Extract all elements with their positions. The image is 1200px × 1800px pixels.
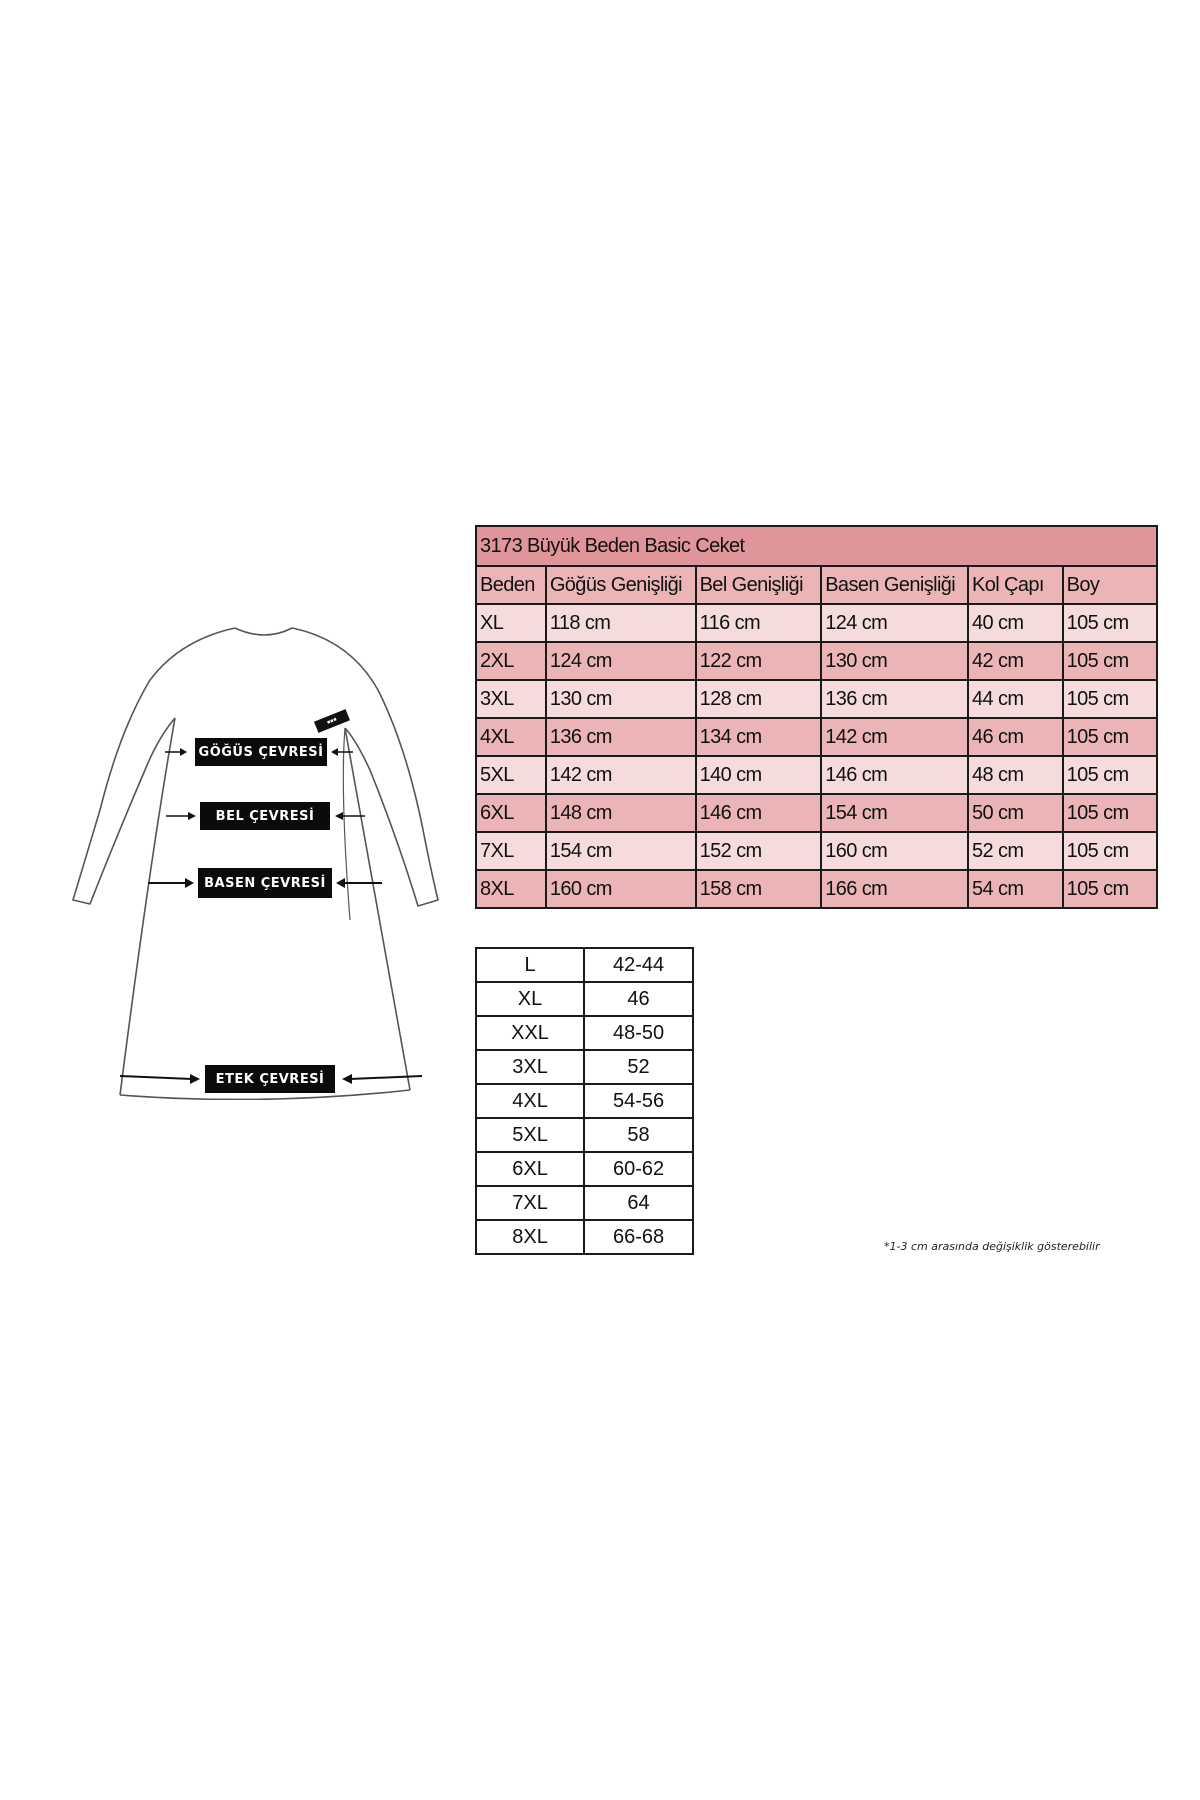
measurement-cell: 152 cm <box>696 832 822 870</box>
measurement-cell: 44 cm <box>968 680 1063 718</box>
measurement-cell: 118 cm <box>546 604 696 642</box>
jacket-outline <box>60 620 440 1100</box>
size-chart-title-row <box>476 526 1157 566</box>
size-chart-table <box>475 525 1158 909</box>
size-cell: 8XL <box>476 870 546 908</box>
size-conversion-table <box>475 947 694 1255</box>
column-header: Boy <box>1063 566 1157 604</box>
numeric-size-cell: 42-44 <box>584 948 693 982</box>
numeric-size-cell: 66-68 <box>584 1220 693 1254</box>
numeric-size-cell: 54-56 <box>584 1084 693 1118</box>
measurement-cell: 154 cm <box>546 832 696 870</box>
measurement-cell: 134 cm <box>696 718 822 756</box>
numeric-size-cell: 48-50 <box>584 1016 693 1050</box>
hem-arrow-left-icon <box>120 1071 200 1085</box>
hip-circumference-label: BASEN ÇEVRESİ <box>198 868 332 898</box>
garment-tag-icon: ▪▪▪ <box>314 709 350 733</box>
measurement-cell: 50 cm <box>968 794 1063 832</box>
table-row <box>476 948 693 982</box>
measurement-cell: 130 cm <box>546 680 696 718</box>
measurement-cell: 46 cm <box>968 718 1063 756</box>
size-chart-header-row <box>476 566 1157 604</box>
column-header: Beden <box>476 566 546 604</box>
measurement-cell: 130 cm <box>821 642 968 680</box>
measurement-cell: 140 cm <box>696 756 822 794</box>
measurement-cell: 142 cm <box>546 756 696 794</box>
letter-size-cell: XL <box>476 982 584 1016</box>
letter-size-cell: 4XL <box>476 1084 584 1118</box>
size-cell: 4XL <box>476 718 546 756</box>
letter-size-cell: 6XL <box>476 1152 584 1186</box>
table-row <box>476 1118 693 1152</box>
hip-arrow-left-icon <box>148 877 194 889</box>
waist-arrow-right-icon <box>335 811 365 821</box>
column-header: Kol Çapı <box>968 566 1063 604</box>
measurement-cell: 160 cm <box>546 870 696 908</box>
measurement-cell: 142 cm <box>821 718 968 756</box>
column-header: Basen Genişliği <box>821 566 968 604</box>
numeric-size-cell: 60-62 <box>584 1152 693 1186</box>
letter-size-cell: XXL <box>476 1016 584 1050</box>
size-chart-title: 3173 Büyük Beden Basic Ceket <box>476 526 1157 566</box>
waist-arrow-left-icon <box>166 811 196 821</box>
numeric-size-cell: 46 <box>584 982 693 1016</box>
size-cell: 2XL <box>476 642 546 680</box>
waist-circumference-label: BEL ÇEVRESİ <box>200 802 330 830</box>
measurement-cell: 136 cm <box>821 680 968 718</box>
column-header: Bel Genişliği <box>696 566 822 604</box>
measurement-cell: 105 cm <box>1063 604 1157 642</box>
letter-size-cell: L <box>476 948 584 982</box>
measurement-cell: 148 cm <box>546 794 696 832</box>
measurement-cell: 40 cm <box>968 604 1063 642</box>
measurement-cell: 105 cm <box>1063 756 1157 794</box>
table-row <box>476 832 1157 870</box>
size-cell: 7XL <box>476 832 546 870</box>
measurement-cell: 124 cm <box>546 642 696 680</box>
measurement-cell: 48 cm <box>968 756 1063 794</box>
measurement-cell: 116 cm <box>696 604 822 642</box>
measurement-cell: 52 cm <box>968 832 1063 870</box>
measurement-cell: 128 cm <box>696 680 822 718</box>
table-row <box>476 794 1157 832</box>
table-row <box>476 756 1157 794</box>
measurement-cell: 105 cm <box>1063 642 1157 680</box>
measurement-cell: 146 cm <box>821 756 968 794</box>
table-row <box>476 870 1157 908</box>
measurement-cell: 160 cm <box>821 832 968 870</box>
garment-diagram <box>60 620 440 1100</box>
measurement-cell: 105 cm <box>1063 718 1157 756</box>
measurement-cell: 54 cm <box>968 870 1063 908</box>
measurement-cell: 105 cm <box>1063 870 1157 908</box>
table-row <box>476 1186 693 1220</box>
measurement-cell: 124 cm <box>821 604 968 642</box>
letter-size-cell: 3XL <box>476 1050 584 1084</box>
measurement-cell: 166 cm <box>821 870 968 908</box>
chest-circumference-label: GÖĞÜS ÇEVRESİ <box>195 738 327 766</box>
hem-circumference-label: ETEK ÇEVRESİ <box>205 1065 335 1093</box>
measurement-cell: 105 cm <box>1063 794 1157 832</box>
measurement-cell: 154 cm <box>821 794 968 832</box>
measurement-cell: 122 cm <box>696 642 822 680</box>
chest-arrow-left-icon <box>165 747 187 757</box>
letter-size-cell: 7XL <box>476 1186 584 1220</box>
measurement-cell: 158 cm <box>696 870 822 908</box>
table-row <box>476 1050 693 1084</box>
measurement-cell: 136 cm <box>546 718 696 756</box>
hip-arrow-right-icon <box>336 877 382 889</box>
column-header: Göğüs Genişliği <box>546 566 696 604</box>
letter-size-cell: 8XL <box>476 1220 584 1254</box>
chest-arrow-right-icon <box>331 747 353 757</box>
measurement-cell: 105 cm <box>1063 832 1157 870</box>
size-cell: 5XL <box>476 756 546 794</box>
table-row <box>476 982 693 1016</box>
numeric-size-cell: 58 <box>584 1118 693 1152</box>
table-row <box>476 1016 693 1050</box>
letter-size-cell: 5XL <box>476 1118 584 1152</box>
measurement-cell: 146 cm <box>696 794 822 832</box>
table-row <box>476 718 1157 756</box>
size-cell: 6XL <box>476 794 546 832</box>
measurement-cell: 42 cm <box>968 642 1063 680</box>
size-cell: 3XL <box>476 680 546 718</box>
table-row <box>476 680 1157 718</box>
hem-arrow-right-icon <box>342 1071 422 1085</box>
numeric-size-cell: 52 <box>584 1050 693 1084</box>
table-row <box>476 642 1157 680</box>
measurement-tolerance-note: *1-3 cm arasında değişiklik gösterebilir <box>884 1240 1100 1253</box>
table-row <box>476 1084 693 1118</box>
table-row <box>476 1152 693 1186</box>
size-cell: XL <box>476 604 546 642</box>
table-row <box>476 604 1157 642</box>
numeric-size-cell: 64 <box>584 1186 693 1220</box>
measurement-cell: 105 cm <box>1063 680 1157 718</box>
table-row <box>476 1220 693 1254</box>
